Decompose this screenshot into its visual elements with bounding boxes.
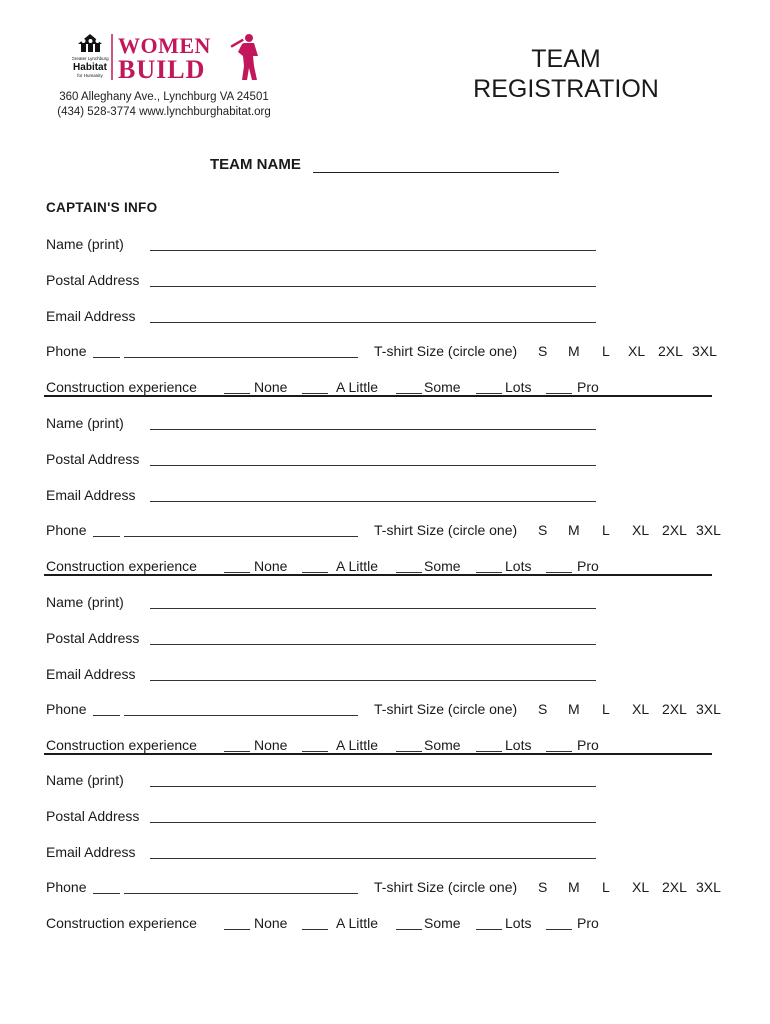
email-address-field[interactable] <box>150 858 596 859</box>
name-label: Name (print) <box>46 772 124 788</box>
logo-org-tagline: for Humanity <box>77 73 103 78</box>
tshirt-size-option[interactable]: 2XL <box>662 879 687 896</box>
tshirt-size-option[interactable]: L <box>602 879 610 896</box>
experience-option-label: A Little <box>336 558 379 575</box>
tshirt-size-option[interactable]: 2XL <box>658 343 683 360</box>
member-separator <box>44 574 712 576</box>
team-name-field[interactable] <box>313 172 559 173</box>
postal-address-field[interactable] <box>150 465 596 466</box>
experience-option-label: Some <box>424 558 461 575</box>
tshirt-size-option[interactable]: M <box>568 343 580 360</box>
email-address-field[interactable] <box>150 680 596 681</box>
experience-option-label: None <box>254 379 288 396</box>
name-label: Name (print) <box>46 594 124 610</box>
phone-area-code-field[interactable] <box>93 715 120 716</box>
name-label: Name (print) <box>46 236 124 252</box>
tshirt-size-label: T-shirt Size (circle one) <box>374 879 518 896</box>
email-address-label: Email Address <box>46 665 136 682</box>
tshirt-size-option[interactable]: M <box>568 522 580 539</box>
logo-org-small: Greater Lynchburg <box>72 56 109 61</box>
postal-address-label: Postal Address <box>46 450 140 467</box>
experience-option-label: A Little <box>336 915 379 932</box>
email-address-label: Email Address <box>46 486 136 503</box>
tshirt-size-option[interactable]: 2XL <box>662 522 687 539</box>
experience-option-label: Pro <box>577 737 599 754</box>
construction-experience-label: Construction experience <box>46 379 197 396</box>
phone-label: Phone <box>46 701 87 718</box>
woman-silhouette-icon <box>230 34 258 80</box>
tshirt-size-option[interactable]: M <box>568 879 580 896</box>
phone-number-field[interactable] <box>124 715 358 716</box>
tshirt-size-option[interactable]: S <box>538 522 548 539</box>
construction-experience-label: Construction experience <box>46 915 197 932</box>
phone-area-code-field[interactable] <box>93 893 120 894</box>
tshirt-size-option[interactable]: 2XL <box>662 701 687 718</box>
experience-option-label: Some <box>424 737 461 754</box>
phone-label: Phone <box>46 343 87 360</box>
phone-area-code-field[interactable] <box>93 357 120 358</box>
experience-option-label: None <box>254 737 288 754</box>
name-field[interactable] <box>150 608 596 609</box>
address-line: 360 Alleghany Ave., Lynchburg VA 24501 <box>59 91 269 103</box>
construction-experience-label: Construction experience <box>46 558 197 575</box>
tshirt-size-option[interactable]: XL <box>628 343 646 360</box>
organization-address <box>56 90 272 120</box>
experience-checkbox-blank[interactable] <box>396 929 422 930</box>
page-title <box>466 44 666 104</box>
construction-experience-label: Construction experience <box>46 737 197 754</box>
title-line-2: REGISTRATION <box>473 75 659 103</box>
name-field[interactable] <box>150 786 596 787</box>
experience-option-label: Pro <box>577 379 599 396</box>
logo-women: WOMEN <box>118 33 211 58</box>
tshirt-size-option[interactable]: L <box>602 343 610 360</box>
experience-option-label: Lots <box>505 379 532 396</box>
email-address-field[interactable] <box>150 322 596 323</box>
postal-address-label: Postal Address <box>46 807 140 824</box>
experience-checkbox-blank[interactable] <box>546 929 572 930</box>
tshirt-size-option[interactable]: XL <box>632 879 650 896</box>
experience-option-label: A Little <box>336 379 379 396</box>
tshirt-size-label: T-shirt Size (circle one) <box>374 343 518 360</box>
postal-address-field[interactable] <box>150 822 596 823</box>
experience-option-label: Some <box>424 915 461 932</box>
experience-option-label: Lots <box>505 915 532 932</box>
tshirt-size-option[interactable]: S <box>538 879 548 896</box>
email-address-field[interactable] <box>150 501 596 502</box>
phone-number-field[interactable] <box>124 357 358 358</box>
email-address-label: Email Address <box>46 843 136 860</box>
phone-area-code-field[interactable] <box>93 536 120 537</box>
email-address-label: Email Address <box>46 307 136 324</box>
experience-option-label: Pro <box>577 915 599 932</box>
postal-address-field[interactable] <box>150 644 596 645</box>
title-line-1: TEAM <box>531 45 601 73</box>
experience-checkbox-blank[interactable] <box>302 929 328 930</box>
postal-address-label: Postal Address <box>46 271 140 288</box>
logo-build: BUILD <box>118 55 206 84</box>
tshirt-size-option[interactable]: S <box>538 343 548 360</box>
phone-label: Phone <box>46 879 87 896</box>
tshirt-size-option[interactable]: L <box>602 701 610 718</box>
tshirt-size-option[interactable]: S <box>538 701 548 718</box>
experience-option-label: None <box>254 915 288 932</box>
experience-option-label: Lots <box>505 737 532 754</box>
tshirt-size-option[interactable]: M <box>568 701 580 718</box>
habitat-house-icon <box>78 34 102 52</box>
tshirt-size-option[interactable]: 3XL <box>696 701 721 718</box>
phone-number-field[interactable] <box>124 893 358 894</box>
experience-option-label: A Little <box>336 737 379 754</box>
name-field[interactable] <box>150 429 596 430</box>
tshirt-size-label: T-shirt Size (circle one) <box>374 522 518 539</box>
captains-info-heading: CAPTAIN'S INFO <box>46 200 158 215</box>
member-separator <box>44 395 712 397</box>
tshirt-size-option[interactable]: 3XL <box>696 522 721 539</box>
phone-number-field[interactable] <box>124 536 358 537</box>
tshirt-size-option[interactable]: L <box>602 522 610 539</box>
experience-option-label: None <box>254 558 288 575</box>
logo-org-name: Habitat <box>73 62 107 73</box>
tshirt-size-option[interactable]: 3XL <box>696 879 721 896</box>
tshirt-size-option[interactable]: XL <box>632 522 650 539</box>
experience-option-label: Pro <box>577 558 599 575</box>
name-label: Name (print) <box>46 415 124 431</box>
experience-option-label: Some <box>424 379 461 396</box>
phone-web-line: (434) 528-3774 www.lynchburghabitat.org <box>57 106 271 118</box>
member-separator <box>44 753 712 755</box>
team-name-label: TEAM NAME <box>210 156 301 173</box>
tshirt-size-label: T-shirt Size (circle one) <box>374 701 518 718</box>
name-field[interactable] <box>150 250 596 251</box>
experience-checkbox-blank[interactable] <box>224 929 250 930</box>
women-build-logo <box>72 30 272 86</box>
experience-option-label: Lots <box>505 558 532 575</box>
tshirt-size-option[interactable]: XL <box>632 701 650 718</box>
tshirt-size-option[interactable]: 3XL <box>692 343 717 360</box>
experience-checkbox-blank[interactable] <box>476 929 502 930</box>
postal-address-field[interactable] <box>150 286 596 287</box>
phone-label: Phone <box>46 522 87 539</box>
postal-address-label: Postal Address <box>46 629 140 646</box>
